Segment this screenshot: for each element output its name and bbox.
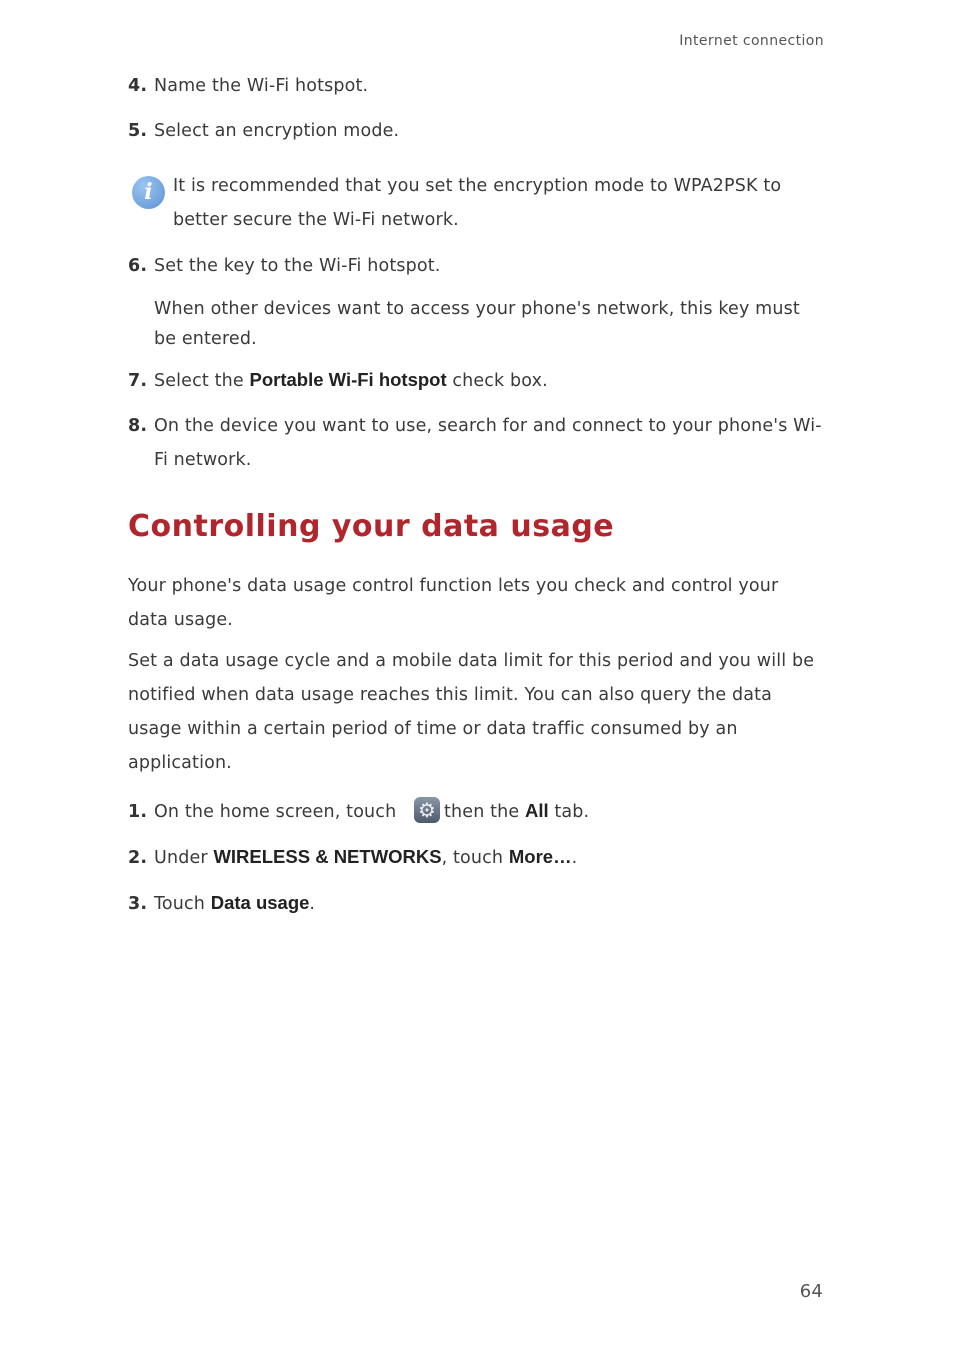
ui-term: More…: [508, 846, 572, 867]
step-number: 3.: [128, 894, 148, 914]
step-8-cont: Fi network.: [154, 450, 252, 470]
step-6: [128, 249, 440, 283]
step-text-mid: then the: [444, 802, 526, 822]
step-text-pre: Touch: [154, 894, 211, 914]
step-text-post: .: [571, 848, 578, 868]
info-icon: i: [132, 176, 165, 209]
step-1: [128, 794, 589, 829]
step-6-detail-2: be entered.: [154, 329, 257, 349]
section-title: Controlling your data usage: [128, 509, 615, 544]
step-text: Name the Wi-Fi hotspot.: [154, 76, 369, 96]
step-number: 8.: [128, 416, 148, 436]
cycle-para-line-3: usage within a certain period of time or data traffic consumed by an: [128, 719, 738, 739]
step-number: 5.: [128, 121, 148, 141]
step-text-pre: On the home screen, touch: [154, 802, 403, 822]
step-text-post: check box.: [446, 371, 548, 391]
step-6-detail-1: When other devices want to access your phone's network, this key must: [154, 299, 800, 319]
ui-term: Data usage: [210, 892, 310, 913]
cycle-para-line-1: Set a data usage cycle and a mobile data limit for this period and you will be: [128, 651, 815, 671]
step-text-mid: , touch: [441, 848, 509, 868]
step-number: 6.: [128, 256, 148, 276]
step-2: [128, 840, 577, 875]
step-text-pre: Under: [154, 848, 214, 868]
step-7: [128, 363, 548, 398]
intro-para-line-1: Your phone's data usage control function lets you check and control your: [128, 576, 779, 596]
note-line-1: It is recommended that you set the encryption mode to WPA2PSK to: [173, 176, 782, 196]
ui-term: WIRELESS & NETWORKS: [213, 846, 442, 867]
step-8: [128, 409, 822, 443]
step-3: [128, 886, 315, 921]
step-text: Select an encryption mode.: [154, 121, 400, 141]
intro-para-line-2: data usage.: [128, 610, 234, 630]
step-text: On the device you want to use, search for and connect to your phone's Wi-: [154, 416, 822, 436]
step-number: 4.: [128, 76, 148, 96]
step-number: 2.: [128, 848, 148, 868]
cycle-para-line-2: notified when data usage reaches this limit. You can also query the data: [128, 685, 773, 705]
step-text: Set the key to the Wi-Fi hotspot.: [154, 256, 441, 276]
ui-term: All: [525, 800, 549, 821]
ui-term: Portable Wi-Fi hotspot: [249, 369, 447, 390]
running-header: Internet connection: [679, 33, 824, 49]
step-text-pre: Select the: [154, 371, 250, 391]
page-number: 64: [799, 1281, 823, 1302]
note-line-2: better secure the Wi-Fi network.: [173, 210, 459, 230]
step-text-post: tab.: [548, 802, 590, 822]
step-text-post: .: [309, 894, 316, 914]
step-4: [128, 69, 368, 103]
cycle-para-line-4: application.: [128, 753, 232, 773]
settings-icon: [414, 797, 440, 823]
step-number: 7.: [128, 371, 148, 391]
step-number: 1.: [128, 802, 148, 822]
step-5: [128, 114, 399, 148]
